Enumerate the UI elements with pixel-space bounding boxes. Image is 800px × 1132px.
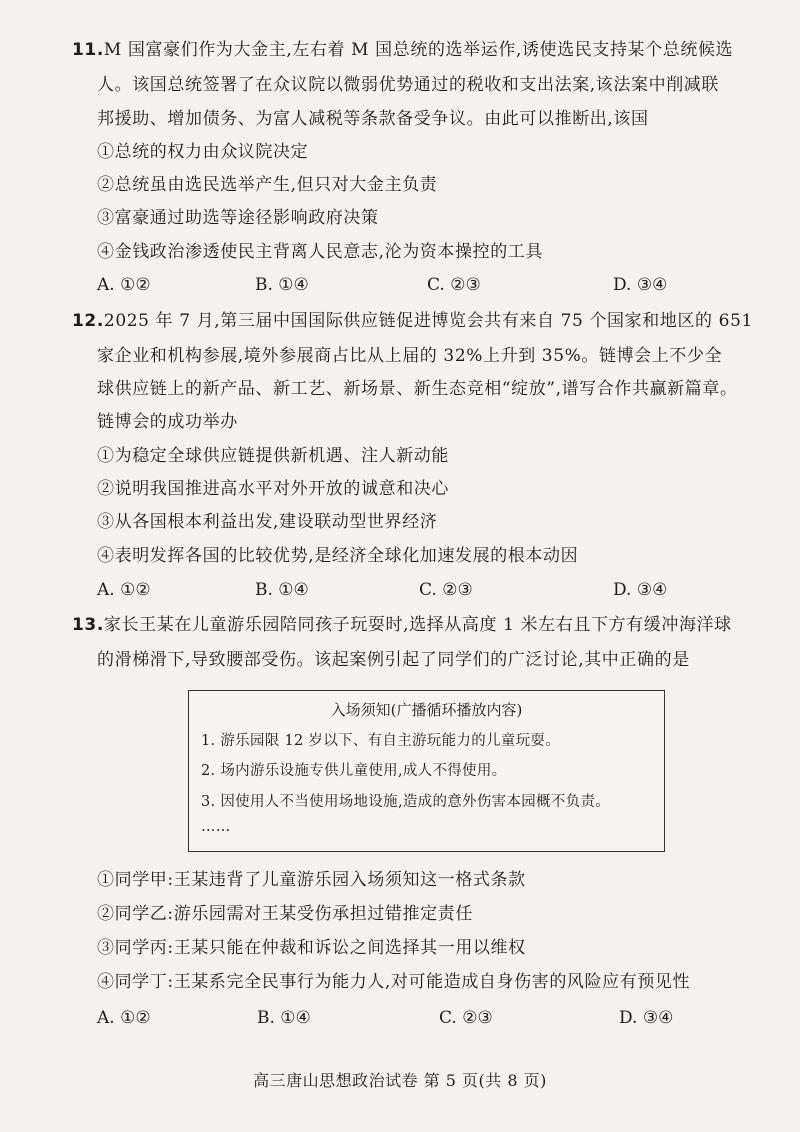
option-c: C. ②③ xyxy=(439,1008,493,1028)
statement-4: ④表明发挥各国的比较优势,是经济全球化加速发展的根本动因 xyxy=(97,546,579,566)
option-b: B. ①④ xyxy=(255,275,309,295)
statement-1: ①总统的权力由众议院决定 xyxy=(97,142,309,162)
question-12-line-3: 球供应链上的新产品、新工艺、新场景、新生态竞相“绽放”,谱写合作共赢新篇章。 xyxy=(97,379,738,399)
option-b: B. ①④ xyxy=(257,1008,311,1028)
notice-item-1: 1. 游乐园限 12 岁以下、有自主游玩能力的儿童玩耍。 xyxy=(201,733,561,749)
statement-3: ③从各国根本利益出发,建设联动型世界经济 xyxy=(97,512,438,532)
statement-1: ①同学甲:王某违背了儿童游乐园入场须知这一格式条款 xyxy=(97,870,526,890)
statement-3: ③富豪通过助选等途径影响政府决策 xyxy=(97,208,379,228)
statement-4: ④金钱政治渗透使民主背离人民意志,沦为资本操控的工具 xyxy=(97,242,544,262)
question-12-line-4: 链博会的成功举办 xyxy=(97,412,238,432)
statement-3: ③同学丙:王某只能在仲裁和诉讼之间选择其一用以维权 xyxy=(97,938,526,958)
question-12-line-1 xyxy=(72,309,753,333)
question-number: 12. xyxy=(72,311,104,331)
option-b: B. ①④ xyxy=(255,580,309,600)
statement-2: ②总统虽由选民选举产生,但只对大金主负责 xyxy=(97,175,438,195)
statement-2: ②同学乙:游乐园需对王某受伤承担过错推定责任 xyxy=(97,904,473,924)
option-c: C. ②③ xyxy=(419,580,473,600)
option-d: D. ③④ xyxy=(613,275,668,295)
question-13-line-1 xyxy=(72,613,732,637)
statement-1: ①为稳定全球供应链提供新机遇、注人新动能 xyxy=(97,446,449,466)
answer-options xyxy=(97,273,717,297)
option-d: D. ③④ xyxy=(613,580,668,600)
option-a: A. ①② xyxy=(97,580,151,600)
notice-item-2: 2. 场内游乐设施专供儿童使用,成人不得使用。 xyxy=(201,763,507,779)
page-footer: 高三唐山思想政治试卷 第 5 页(共 8 页) xyxy=(253,1071,547,1090)
question-text: M 国富豪们作为大金主,左右着 M 国总统的选举运作,诱使选民支持某个总统候选 xyxy=(103,40,734,60)
option-a: A. ①② xyxy=(97,1008,151,1028)
question-11-line-1 xyxy=(72,38,733,62)
entry-notice-box xyxy=(188,690,665,852)
notice-item-3: 3. 因使用人不当使用场地设施,造成的意外伤害本园概不负责。 xyxy=(201,794,611,810)
question-12-line-2: 家企业和机构参展,境外参展商占比从上届的 32%上升到 35%。链博会上不少全 xyxy=(97,346,723,366)
option-c: C. ②③ xyxy=(427,275,481,295)
question-11-line-2: 人。该国总统签署了在众议院以微弱优势通过的税收和支出法案,该法案中削减联 xyxy=(97,75,720,95)
answer-options xyxy=(97,578,717,602)
question-text: 2025 年 7 月,第三届中国国际供应链促进博览会共有来自 75 个国家和地区的 651 xyxy=(103,311,753,331)
statement-4: ④同学丁:王某系完全民事行为能力人,对可能造成自身伤害的风险应有预见性 xyxy=(97,972,691,992)
question-number: 11. xyxy=(72,40,104,60)
question-11-line-3: 邦援助、增加债务、为富人减税等条款备受争议。由此可以推断出,该国 xyxy=(97,109,649,129)
statement-2: ②说明我国推进高水平对外开放的诚意和决心 xyxy=(97,479,449,499)
option-d: D. ③④ xyxy=(619,1008,674,1028)
question-13-line-2: 的滑梯滑下,导致腰部受伤。该起案例引起了同学们的广泛讨论,其中正确的是 xyxy=(97,650,690,670)
option-a: A. ①② xyxy=(97,275,151,295)
notice-ellipsis: …… xyxy=(201,819,231,835)
answer-options xyxy=(97,1006,717,1030)
question-number: 13. xyxy=(72,615,104,635)
notice-title: 入场须知(广播循环播放内容) xyxy=(330,701,523,719)
question-text: 家长王某在儿童游乐园陪同孩子玩耍时,选择从高度 1 米左右且下方有缓冲海洋球 xyxy=(103,615,732,635)
